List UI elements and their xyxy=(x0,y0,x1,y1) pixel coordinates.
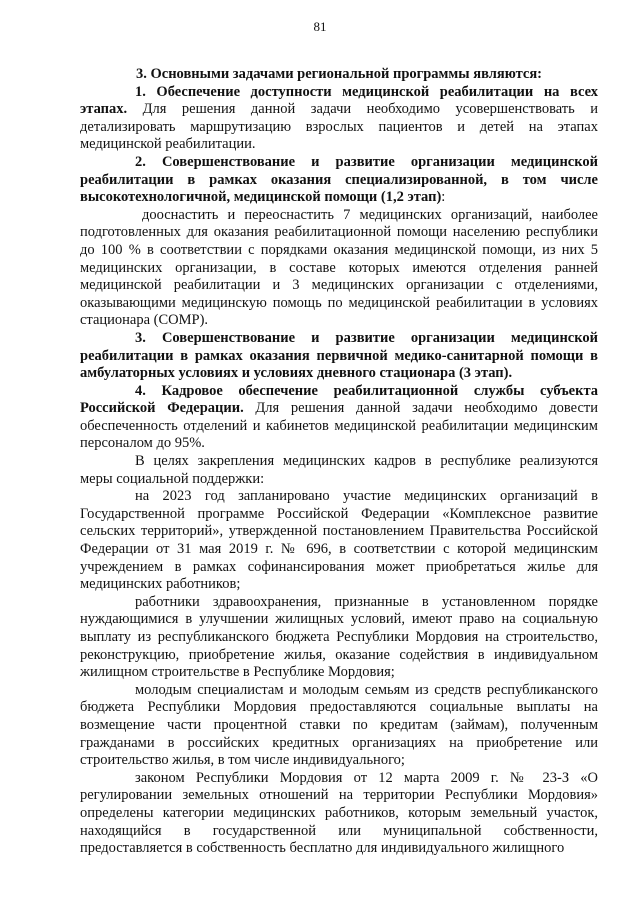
task-4-title: 4. Кадровое обеспечение реабилитационной службы субъекта Российской Федерации. xyxy=(80,382,598,417)
task-2-colon: : xyxy=(441,189,446,206)
body-paragraph: на 2023 год запланировано участие медицинских организаций в Государственной программе Российской Федерации «Комплексное развитие сельских территорий», утвержденной постановлением Правительства Российской Федерации от 31 мая 2019 г. № 696, в соответствии с которой медицинским учреждением в рамках софинансирования может приобретаться жилье для медицинских работников; xyxy=(80,488,598,593)
section-heading: 3. Основными задачами региональной программы являются: xyxy=(135,66,543,82)
task-1-title: 1. Обеспечение доступности медицинской реабилитации на всех этапах. xyxy=(80,83,598,118)
task-4-paragraph xyxy=(80,383,598,453)
document-body xyxy=(80,66,598,858)
task-1-text: Для решения данной задачи необходимо усовершенствовать и детализировать маршрутизацию взрослых пациентов и детей на этапах медицинской реабилитации. xyxy=(80,101,598,153)
page-number: 81 xyxy=(313,19,327,34)
body-paragraph: В целях закрепления медицинских кадров в республике реализуются меры социальной поддержки: xyxy=(80,453,598,487)
task-2-text: дооснастить и переоснастить 7 медицинских организаций, наиболее подготовленных для оказания реабилитационной помощи населению республики до 100 % в соответствии с порядками оказания медицинской помощи, из них 5 медицинских организации, в составе которых имеются отделения ранней медицинской реабилитации и 3 медицинских организации с отделениями, оказывающими медицинскую помощь по медицинской реабилитации в условиях стационара (СОМР). xyxy=(80,206,598,329)
body-paragraph: законом Республики Мордовия от 12 марта 2009 г. № 23-З «О регулировании земельных отношений на территории Республики Мордовия» определены категории медицинских работников, которым земельный участок, находящийся в государственной или муниципальной собственности, предоставляется в собственность бесплатно для индивидуального жилищного xyxy=(80,769,598,857)
body-paragraph: работники здравоохранения, признанные в установленном порядке нуждающимися в улучшении жилищных условий, имеют право на социальную выплату из республиканского бюджета Республики Мордовия на строительство, реконструкцию, приобретение жилья, оказание содействия в индивидуальном жилищном строительстве в Республике Мордовия; xyxy=(80,593,598,681)
task-4-text: Для решения данной задачи необходимо довести обеспеченность отделений и кабинетов медицинской реабилитации медицинским персоналом до 95%. xyxy=(80,400,598,452)
body-paragraph: молодым специалистам и молодым семьям из средств республиканского бюджета Республики Мордовия предоставляются социальные выплаты на возмещение части процентной ставки по кредитам (займам), полученным гражданами в российских кредитных организациях на приобретение или строительство жилья, в том числе индивидуального; xyxy=(80,681,598,769)
task-3-title: 3. Совершенствование и развитие организации медицинской реабилитации в рамках оказания первичной медико-санитарной помощи в амбулаторных условиях и условиях дневного стационара (3 этап). xyxy=(80,329,598,382)
task-1-paragraph xyxy=(80,84,598,154)
task-2-title: 2. Совершенствование и развитие организации медицинской реабилитации в рамках оказания специализированной, в том числе высокотехнологичной, медицинской помощи (1,2 этап) xyxy=(80,153,598,206)
task-2-paragraph xyxy=(80,154,598,207)
